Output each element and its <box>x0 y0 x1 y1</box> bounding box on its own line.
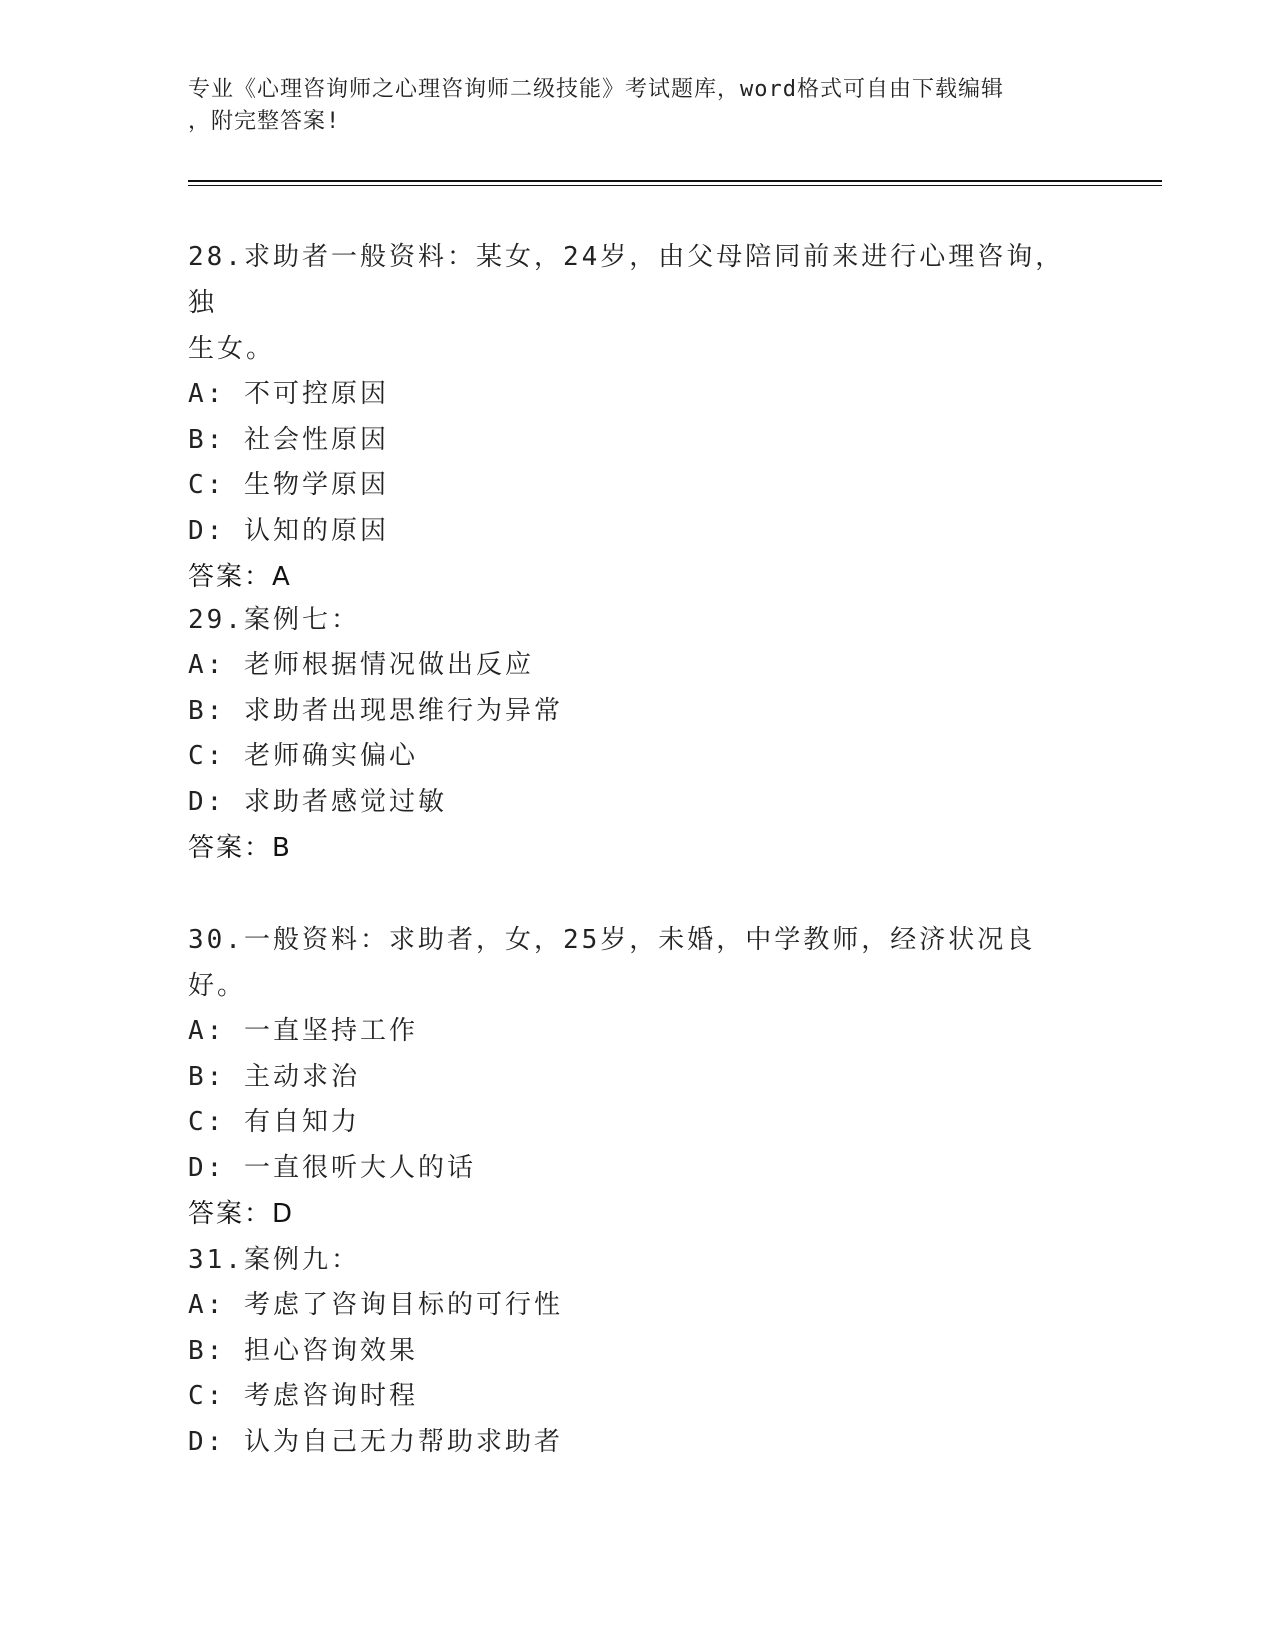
option-d: D: 认为自己无力帮助求助者 <box>188 1426 563 1457</box>
option-b: B: 担心咨询效果 <box>188 1335 418 1366</box>
option-a: A: 一直坚持工作 <box>188 1016 418 1046</box>
answer-label: 答案：D <box>188 1199 295 1229</box>
header-divider-thick <box>188 180 1162 182</box>
option-c: C: 考虑咨询时程 <box>188 1381 418 1411</box>
question-30 <box>188 917 1088 1237</box>
option-c: C: 老师确实偏心 <box>188 741 418 771</box>
option-c: C: 生物学原因 <box>188 470 389 500</box>
header-divider-thin <box>188 185 1162 186</box>
option-d: D: 求助者感觉过敏 <box>188 786 447 817</box>
question-stem: 28.求助者一般资料：某女，24岁，由父母陪同前来进行心理咨询，独 <box>188 242 1065 318</box>
answer-label: 答案：B <box>188 833 292 863</box>
question-29 <box>188 597 1088 871</box>
question-stem: 30.一般资料：求助者，女，25岁，未婚，中学教师，经济状况良好。 <box>188 925 1036 1001</box>
question-stem: 31.案例九： <box>188 1245 360 1275</box>
option-b: B: 社会性原因 <box>188 424 389 455</box>
option-a: A: 老师根据情况做出反应 <box>188 650 534 680</box>
option-c: C: 有自知力 <box>188 1107 360 1137</box>
option-d: D: 认知的原因 <box>188 515 389 546</box>
option-d: D: 一直很听大人的话 <box>188 1152 476 1183</box>
option-b: B: 主动求治 <box>188 1061 360 1092</box>
answer-label: 答案：A <box>188 562 292 592</box>
question-31 <box>188 1237 1088 1465</box>
question-28 <box>188 234 1088 600</box>
header-line-2: ，附完整答案! <box>188 109 341 134</box>
question-stem: 29.案例七： <box>188 605 360 635</box>
document-header <box>188 74 1088 138</box>
option-b: B: 求助者出现思维行为异常 <box>188 695 563 726</box>
question-stem-continued: 生女。 <box>188 334 276 364</box>
option-a: A: 考虑了咨询目标的可行性 <box>188 1290 563 1320</box>
option-a: A: 不可控原因 <box>188 379 389 409</box>
header-line-1: 专业《心理咨询师之心理咨询师二级技能》考试题库，word格式可自由下载编辑 <box>188 77 1004 102</box>
